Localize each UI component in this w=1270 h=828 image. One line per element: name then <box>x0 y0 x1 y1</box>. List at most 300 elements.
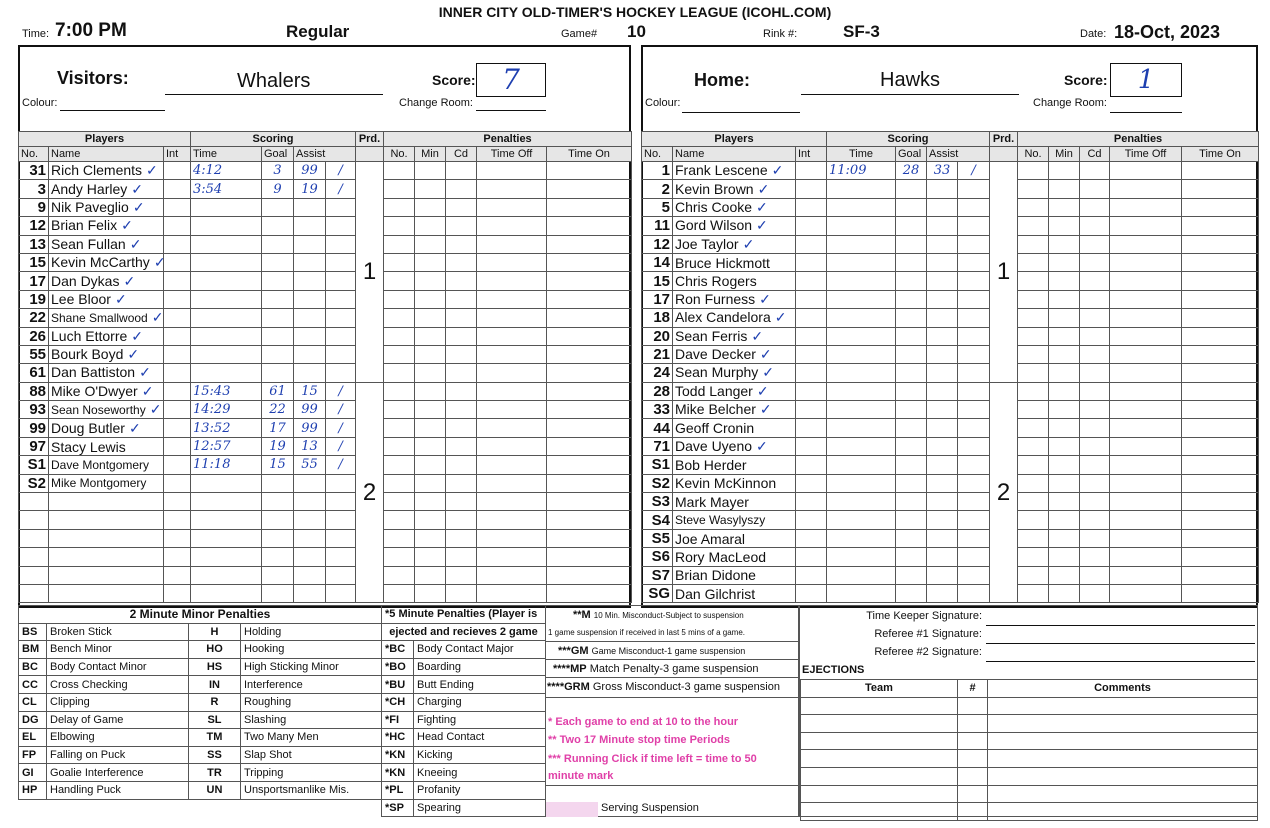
int-cell[interactable] <box>164 566 191 584</box>
assist2-cell[interactable] <box>326 290 356 308</box>
assist2-cell[interactable] <box>958 364 990 382</box>
penalty-cell[interactable] <box>1182 290 1259 308</box>
penalty-cell[interactable] <box>1049 566 1080 584</box>
int-cell[interactable] <box>164 217 191 235</box>
penalty-cell[interactable] <box>446 419 477 437</box>
assist2-cell[interactable]: / <box>326 180 356 198</box>
assist-cell[interactable]: 19 <box>294 180 326 198</box>
penalty-cell[interactable] <box>477 474 547 492</box>
goal-time-cell[interactable] <box>827 511 896 529</box>
goal-time-cell[interactable] <box>191 290 262 308</box>
goal-time-cell[interactable]: 15:43 <box>191 382 262 400</box>
penalty-cell[interactable] <box>384 529 415 547</box>
penalty-cell[interactable] <box>477 162 547 180</box>
penalty-cell[interactable] <box>1049 217 1080 235</box>
penalty-cell[interactable] <box>1049 290 1080 308</box>
assist-cell[interactable] <box>927 290 958 308</box>
assist-cell[interactable] <box>927 217 958 235</box>
int-cell[interactable] <box>796 548 827 566</box>
penalty-cell[interactable] <box>1110 235 1182 253</box>
goal-scorer-cell[interactable] <box>262 309 294 327</box>
penalty-cell[interactable] <box>446 253 477 271</box>
penalty-cell[interactable] <box>446 493 477 511</box>
penalty-cell[interactable] <box>1110 566 1182 584</box>
penalty-cell[interactable] <box>1049 272 1080 290</box>
assist-cell[interactable] <box>294 493 326 511</box>
penalty-cell[interactable] <box>477 437 547 455</box>
penalty-cell[interactable] <box>477 235 547 253</box>
goal-scorer-cell[interactable] <box>262 566 294 584</box>
int-cell[interactable] <box>164 584 191 602</box>
timekeeper-signature-line[interactable] <box>986 625 1255 626</box>
goal-scorer-cell[interactable] <box>262 290 294 308</box>
penalty-cell[interactable] <box>1080 327 1110 345</box>
goal-time-cell[interactable]: 3:54 <box>191 180 262 198</box>
penalty-cell[interactable] <box>547 327 632 345</box>
penalty-cell[interactable] <box>1110 290 1182 308</box>
goal-scorer-cell[interactable] <box>896 345 927 363</box>
goal-scorer-cell[interactable] <box>896 217 927 235</box>
penalty-cell[interactable] <box>1182 419 1259 437</box>
penalty-cell[interactable] <box>1110 327 1182 345</box>
penalty-cell[interactable] <box>1049 180 1080 198</box>
penalty-cell[interactable] <box>1182 235 1259 253</box>
assist-cell[interactable] <box>927 253 958 271</box>
assist2-cell[interactable] <box>326 198 356 216</box>
penalty-cell[interactable] <box>477 327 547 345</box>
goal-scorer-cell[interactable] <box>896 198 927 216</box>
assist-cell[interactable] <box>294 548 326 566</box>
penalty-cell[interactable] <box>1110 309 1182 327</box>
penalty-cell[interactable] <box>1110 529 1182 547</box>
goal-scorer-cell[interactable] <box>896 253 927 271</box>
assist2-cell[interactable] <box>326 272 356 290</box>
penalty-cell[interactable] <box>384 162 415 180</box>
assist-cell[interactable] <box>294 511 326 529</box>
assist2-cell[interactable] <box>958 529 990 547</box>
penalty-cell[interactable] <box>1182 345 1259 363</box>
penalty-cell[interactable] <box>1182 401 1259 419</box>
assist-cell[interactable] <box>927 401 958 419</box>
assist2-cell[interactable] <box>326 345 356 363</box>
goal-scorer-cell[interactable] <box>896 235 927 253</box>
penalty-cell[interactable] <box>415 401 446 419</box>
goal-time-cell[interactable] <box>191 584 262 602</box>
goal-scorer-cell[interactable] <box>262 493 294 511</box>
goal-scorer-cell[interactable] <box>262 253 294 271</box>
penalty-cell[interactable] <box>1049 327 1080 345</box>
assist2-cell[interactable] <box>958 309 990 327</box>
penalty-cell[interactable] <box>477 548 547 566</box>
penalty-cell[interactable] <box>477 180 547 198</box>
goal-time-cell[interactable] <box>191 272 262 290</box>
goal-time-cell[interactable] <box>191 345 262 363</box>
penalty-cell[interactable] <box>1182 180 1259 198</box>
penalty-cell[interactable] <box>1049 364 1080 382</box>
penalty-cell[interactable] <box>384 327 415 345</box>
int-cell[interactable] <box>796 419 827 437</box>
penalty-cell[interactable] <box>1182 327 1259 345</box>
penalty-cell[interactable] <box>547 309 632 327</box>
int-cell[interactable] <box>164 272 191 290</box>
penalty-cell[interactable] <box>1049 198 1080 216</box>
int-cell[interactable] <box>164 382 191 400</box>
penalty-cell[interactable] <box>415 364 446 382</box>
penalty-cell[interactable] <box>477 584 547 602</box>
penalty-cell[interactable] <box>1080 253 1110 271</box>
penalty-cell[interactable] <box>477 493 547 511</box>
int-cell[interactable] <box>796 529 827 547</box>
assist-cell[interactable] <box>927 364 958 382</box>
assist-cell[interactable]: 99 <box>294 419 326 437</box>
penalty-cell[interactable] <box>1110 493 1182 511</box>
goal-scorer-cell[interactable] <box>262 272 294 290</box>
penalty-cell[interactable] <box>384 419 415 437</box>
int-cell[interactable] <box>796 456 827 474</box>
goal-scorer-cell[interactable]: 15 <box>262 456 294 474</box>
assist-cell[interactable] <box>294 566 326 584</box>
assist-cell[interactable] <box>927 198 958 216</box>
penalty-cell[interactable] <box>1018 548 1049 566</box>
goal-scorer-cell[interactable] <box>896 511 927 529</box>
penalty-cell[interactable] <box>446 272 477 290</box>
penalty-cell[interactable] <box>1049 474 1080 492</box>
goal-scorer-cell[interactable] <box>262 345 294 363</box>
assist2-cell[interactable]: / <box>326 419 356 437</box>
penalty-cell[interactable] <box>547 584 632 602</box>
assist-cell[interactable] <box>294 272 326 290</box>
referee1-signature-line[interactable] <box>986 643 1255 644</box>
penalty-cell[interactable] <box>1018 584 1049 602</box>
int-cell[interactable] <box>796 327 827 345</box>
goal-time-cell[interactable] <box>827 529 896 547</box>
goal-time-cell[interactable] <box>827 401 896 419</box>
penalty-cell[interactable] <box>384 272 415 290</box>
penalty-cell[interactable] <box>384 198 415 216</box>
penalty-cell[interactable] <box>1080 309 1110 327</box>
penalty-cell[interactable] <box>477 217 547 235</box>
penalty-cell[interactable] <box>446 217 477 235</box>
assist-cell[interactable] <box>927 474 958 492</box>
assist-cell[interactable] <box>927 382 958 400</box>
assist2-cell[interactable] <box>958 272 990 290</box>
goal-time-cell[interactable]: 4:12 <box>191 162 262 180</box>
penalty-cell[interactable] <box>446 309 477 327</box>
goal-scorer-cell[interactable] <box>896 584 927 602</box>
penalty-cell[interactable] <box>1018 566 1049 584</box>
assist2-cell[interactable] <box>958 401 990 419</box>
penalty-cell[interactable] <box>1182 584 1259 602</box>
assist2-cell[interactable] <box>958 493 990 511</box>
penalty-cell[interactable] <box>1110 198 1182 216</box>
goal-scorer-cell[interactable] <box>896 474 927 492</box>
penalty-cell[interactable] <box>446 401 477 419</box>
penalty-cell[interactable] <box>1018 217 1049 235</box>
penalty-cell[interactable] <box>1182 456 1259 474</box>
penalty-cell[interactable] <box>1080 382 1110 400</box>
assist2-cell[interactable]: / <box>326 437 356 455</box>
int-cell[interactable] <box>164 198 191 216</box>
goal-time-cell[interactable] <box>827 198 896 216</box>
assist-cell[interactable]: 13 <box>294 437 326 455</box>
penalty-cell[interactable] <box>1080 511 1110 529</box>
penalty-cell[interactable] <box>477 419 547 437</box>
penalty-cell[interactable] <box>477 529 547 547</box>
penalty-cell[interactable] <box>415 456 446 474</box>
int-cell[interactable] <box>796 474 827 492</box>
penalty-cell[interactable] <box>1049 162 1080 180</box>
penalty-cell[interactable] <box>477 511 547 529</box>
int-cell[interactable] <box>796 180 827 198</box>
assist2-cell[interactable] <box>958 419 990 437</box>
penalty-cell[interactable] <box>547 345 632 363</box>
assist-cell[interactable]: 55 <box>294 456 326 474</box>
penalty-cell[interactable] <box>415 253 446 271</box>
int-cell[interactable] <box>796 401 827 419</box>
penalty-cell[interactable] <box>547 529 632 547</box>
penalty-cell[interactable] <box>446 290 477 308</box>
goal-time-cell[interactable]: 12:57 <box>191 437 262 455</box>
penalty-cell[interactable] <box>1080 290 1110 308</box>
goal-time-cell[interactable] <box>827 419 896 437</box>
goal-scorer-cell[interactable] <box>262 235 294 253</box>
penalty-cell[interactable] <box>1110 584 1182 602</box>
penalty-cell[interactable] <box>1110 217 1182 235</box>
penalty-cell[interactable] <box>1018 493 1049 511</box>
penalty-cell[interactable] <box>384 235 415 253</box>
goal-time-cell[interactable] <box>191 566 262 584</box>
penalty-cell[interactable] <box>547 419 632 437</box>
int-cell[interactable] <box>796 272 827 290</box>
penalty-cell[interactable] <box>1080 584 1110 602</box>
penalty-cell[interactable] <box>1018 327 1049 345</box>
penalty-cell[interactable] <box>547 180 632 198</box>
penalty-cell[interactable] <box>1018 364 1049 382</box>
assist-cell[interactable] <box>294 217 326 235</box>
assist-cell[interactable] <box>927 511 958 529</box>
assist-cell[interactable] <box>294 235 326 253</box>
goal-time-cell[interactable] <box>827 382 896 400</box>
penalty-cell[interactable] <box>547 456 632 474</box>
goal-scorer-cell[interactable]: 28 <box>896 162 927 180</box>
int-cell[interactable] <box>164 437 191 455</box>
goal-time-cell[interactable] <box>827 327 896 345</box>
penalty-cell[interactable] <box>384 364 415 382</box>
assist2-cell[interactable]: / <box>326 401 356 419</box>
penalty-cell[interactable] <box>446 548 477 566</box>
penalty-cell[interactable] <box>1018 401 1049 419</box>
penalty-cell[interactable] <box>1018 529 1049 547</box>
goal-time-cell[interactable] <box>827 290 896 308</box>
assist2-cell[interactable] <box>958 456 990 474</box>
goal-time-cell[interactable] <box>191 309 262 327</box>
penalty-cell[interactable] <box>1049 235 1080 253</box>
penalty-cell[interactable] <box>1080 180 1110 198</box>
goal-time-cell[interactable] <box>827 345 896 363</box>
penalty-cell[interactable] <box>1049 493 1080 511</box>
int-cell[interactable] <box>164 529 191 547</box>
goal-time-cell[interactable] <box>827 217 896 235</box>
goal-time-cell[interactable] <box>827 474 896 492</box>
penalty-cell[interactable] <box>415 419 446 437</box>
penalty-cell[interactable] <box>1018 437 1049 455</box>
assist2-cell[interactable] <box>326 474 356 492</box>
assist-cell[interactable] <box>294 253 326 271</box>
assist2-cell[interactable] <box>958 345 990 363</box>
penalty-cell[interactable] <box>1080 401 1110 419</box>
goal-time-cell[interactable] <box>827 584 896 602</box>
goal-scorer-cell[interactable] <box>896 309 927 327</box>
goal-scorer-cell[interactable] <box>262 584 294 602</box>
goal-time-cell[interactable] <box>191 548 262 566</box>
goal-scorer-cell[interactable]: 9 <box>262 180 294 198</box>
penalty-cell[interactable] <box>1018 345 1049 363</box>
goal-scorer-cell[interactable]: 61 <box>262 382 294 400</box>
goal-scorer-cell[interactable] <box>262 529 294 547</box>
assist-cell[interactable]: 33 <box>927 162 958 180</box>
goal-scorer-cell[interactable] <box>896 529 927 547</box>
goal-scorer-cell[interactable] <box>896 456 927 474</box>
int-cell[interactable] <box>164 327 191 345</box>
goal-scorer-cell[interactable] <box>896 401 927 419</box>
penalty-cell[interactable] <box>1182 272 1259 290</box>
goal-scorer-cell[interactable]: 22 <box>262 401 294 419</box>
penalty-cell[interactable] <box>446 584 477 602</box>
penalty-cell[interactable] <box>1110 180 1182 198</box>
goal-scorer-cell[interactable] <box>262 217 294 235</box>
assist2-cell[interactable] <box>326 511 356 529</box>
assist2-cell[interactable] <box>326 529 356 547</box>
goal-scorer-cell[interactable] <box>262 511 294 529</box>
assist-cell[interactable] <box>927 272 958 290</box>
goal-time-cell[interactable] <box>191 327 262 345</box>
int-cell[interactable] <box>796 290 827 308</box>
penalty-cell[interactable] <box>1080 548 1110 566</box>
goal-time-cell[interactable] <box>191 217 262 235</box>
int-cell[interactable] <box>796 309 827 327</box>
assist-cell[interactable] <box>927 309 958 327</box>
goal-scorer-cell[interactable]: 19 <box>262 437 294 455</box>
penalty-cell[interactable] <box>446 529 477 547</box>
assist-cell[interactable] <box>927 345 958 363</box>
assist-cell[interactable] <box>927 180 958 198</box>
penalty-cell[interactable] <box>1080 493 1110 511</box>
assist-cell[interactable] <box>927 548 958 566</box>
penalty-cell[interactable] <box>1110 364 1182 382</box>
penalty-cell[interactable] <box>1110 162 1182 180</box>
penalty-cell[interactable] <box>547 217 632 235</box>
penalty-cell[interactable] <box>446 180 477 198</box>
goal-time-cell[interactable] <box>191 493 262 511</box>
goal-time-cell[interactable] <box>827 253 896 271</box>
penalty-cell[interactable] <box>446 474 477 492</box>
assist2-cell[interactable]: / <box>326 162 356 180</box>
penalty-cell[interactable] <box>1182 474 1259 492</box>
assist2-cell[interactable] <box>326 493 356 511</box>
goal-time-cell[interactable] <box>191 364 262 382</box>
assist-cell[interactable]: 99 <box>294 401 326 419</box>
penalty-cell[interactable] <box>384 437 415 455</box>
assist2-cell[interactable] <box>958 474 990 492</box>
penalty-cell[interactable] <box>547 253 632 271</box>
goal-time-cell[interactable] <box>191 529 262 547</box>
penalty-cell[interactable] <box>1110 382 1182 400</box>
penalty-cell[interactable] <box>1110 345 1182 363</box>
assist2-cell[interactable] <box>958 566 990 584</box>
penalty-cell[interactable] <box>1182 162 1259 180</box>
penalty-cell[interactable] <box>1110 401 1182 419</box>
int-cell[interactable] <box>796 364 827 382</box>
penalty-cell[interactable] <box>547 272 632 290</box>
penalty-cell[interactable] <box>1182 217 1259 235</box>
goal-time-cell[interactable] <box>827 437 896 455</box>
penalty-cell[interactable] <box>384 290 415 308</box>
assist-cell[interactable] <box>294 584 326 602</box>
penalty-cell[interactable] <box>446 511 477 529</box>
penalty-cell[interactable] <box>1080 345 1110 363</box>
penalty-cell[interactable] <box>384 474 415 492</box>
goal-scorer-cell[interactable] <box>896 327 927 345</box>
penalty-cell[interactable] <box>415 290 446 308</box>
assist2-cell[interactable] <box>326 253 356 271</box>
penalty-cell[interactable] <box>1080 419 1110 437</box>
int-cell[interactable] <box>164 345 191 363</box>
int-cell[interactable] <box>164 253 191 271</box>
penalty-cell[interactable] <box>1018 456 1049 474</box>
goal-time-cell[interactable]: 11:18 <box>191 456 262 474</box>
penalty-cell[interactable] <box>477 345 547 363</box>
penalty-cell[interactable] <box>415 327 446 345</box>
assist2-cell[interactable] <box>326 235 356 253</box>
goal-time-cell[interactable] <box>191 511 262 529</box>
goal-time-cell[interactable]: 14:29 <box>191 401 262 419</box>
penalty-cell[interactable] <box>1049 309 1080 327</box>
penalty-cell[interactable] <box>415 511 446 529</box>
penalty-cell[interactable] <box>415 217 446 235</box>
penalty-cell[interactable] <box>1080 235 1110 253</box>
penalty-cell[interactable] <box>547 235 632 253</box>
penalty-cell[interactable] <box>1110 272 1182 290</box>
penalty-cell[interactable] <box>477 272 547 290</box>
goal-scorer-cell[interactable] <box>262 198 294 216</box>
goal-scorer-cell[interactable] <box>262 474 294 492</box>
int-cell[interactable] <box>164 474 191 492</box>
assist-cell[interactable] <box>927 493 958 511</box>
penalty-cell[interactable] <box>1049 584 1080 602</box>
penalty-cell[interactable] <box>547 382 632 400</box>
assist-cell[interactable] <box>294 345 326 363</box>
goal-scorer-cell[interactable] <box>896 364 927 382</box>
assist2-cell[interactable] <box>958 217 990 235</box>
assist2-cell[interactable] <box>958 584 990 602</box>
penalty-cell[interactable] <box>477 364 547 382</box>
penalty-cell[interactable] <box>384 382 415 400</box>
penalty-cell[interactable] <box>547 162 632 180</box>
penalty-cell[interactable] <box>1018 290 1049 308</box>
int-cell[interactable] <box>164 235 191 253</box>
int-cell[interactable] <box>164 364 191 382</box>
int-cell[interactable] <box>796 566 827 584</box>
penalty-cell[interactable] <box>1110 456 1182 474</box>
penalty-cell[interactable] <box>1182 511 1259 529</box>
penalty-cell[interactable] <box>547 437 632 455</box>
penalty-cell[interactable] <box>415 309 446 327</box>
goal-time-cell[interactable] <box>191 474 262 492</box>
penalty-cell[interactable] <box>477 290 547 308</box>
goal-scorer-cell[interactable] <box>896 493 927 511</box>
penalty-cell[interactable] <box>1018 474 1049 492</box>
int-cell[interactable] <box>796 382 827 400</box>
